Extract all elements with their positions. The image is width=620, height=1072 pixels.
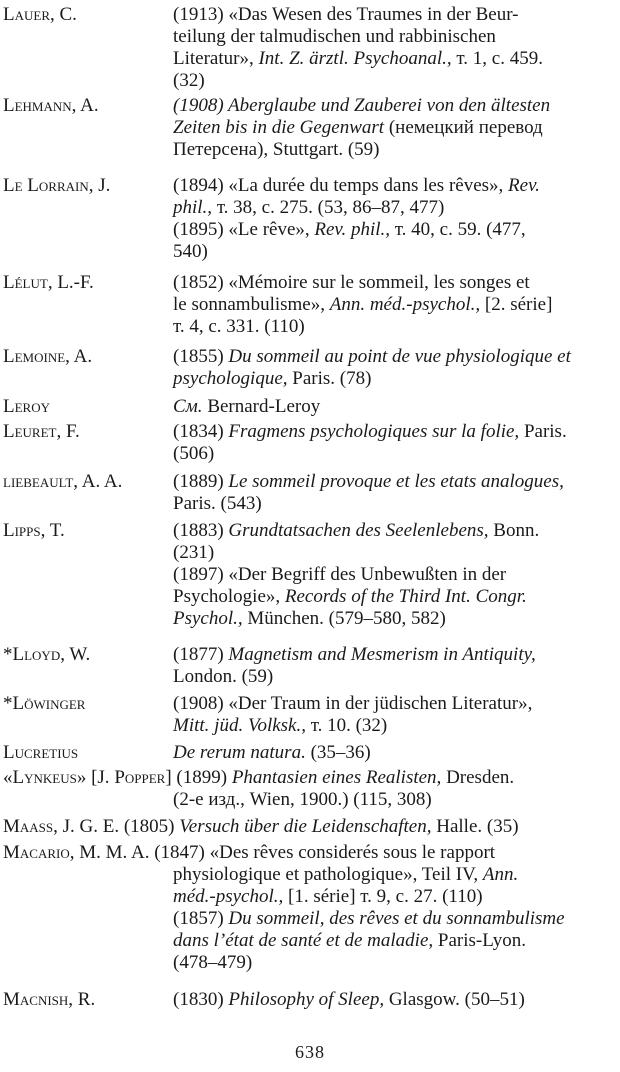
entry-line: De rerum natura. (35–36): [173, 742, 371, 763]
entry-line: phil., т. 38, с. 275. (53, 86–87, 477): [173, 197, 445, 218]
entry-macnish: [0, 989, 620, 1011]
entry-text: [173, 346, 620, 390]
entry-line: (1857) Du sommeil, des rêves et du sonnambulisme: [173, 908, 565, 929]
entry-line: psychologique, Paris. (78): [173, 368, 372, 389]
entry-leuret: [0, 421, 620, 465]
author-name: Lemoine, A.: [3, 346, 93, 367]
entry-line: (32): [173, 70, 205, 91]
author-name: Leroy: [3, 396, 50, 417]
entry-line: «Lynkeus» [J. Popper] (1899) Phantasien eines Realisten, Dresden.: [3, 767, 515, 788]
entry-line: (1830) Philosophy of Sleep, Glasgow. (50–51): [173, 989, 525, 1010]
entry-line: (1852) «Mémoire sur le sommeil, les songes et: [173, 272, 530, 293]
entry-line: (1908) Aberglaube und Zauberei von den ältesten: [173, 95, 551, 116]
entry-line: (2-е изд., Wien, 1900.) (115, 308): [173, 789, 432, 810]
entry-lauer: [0, 4, 620, 92]
entry-text: [173, 4, 620, 92]
author-name: Macnish, R.: [3, 989, 96, 1010]
entry-text: [173, 644, 620, 688]
entry-liebeault: [0, 471, 620, 515]
entry-lloyd: [0, 644, 620, 688]
entry-lehmann: [0, 95, 620, 161]
entry-line: (1913) «Das Wesen des Traumes in der Beur-: [173, 4, 519, 25]
author-name: Lauer, C.: [3, 4, 77, 25]
page-number: 638: [295, 1042, 325, 1062]
entry-line: 540): [173, 241, 208, 262]
entry-line: teilung der talmudischen und rabbinischen: [173, 26, 496, 47]
entry-line: См. Bernard-Leroy: [173, 396, 321, 417]
entry-maass: [0, 816, 620, 838]
entry-text: [173, 520, 620, 630]
author-name: *Lloyd, W.: [3, 644, 91, 665]
entry-text: [173, 742, 620, 764]
entry-text: [173, 175, 620, 263]
entry-text: [173, 693, 620, 737]
entry-macario: [0, 842, 620, 974]
entry-line: т. 4, с. 331. (110): [173, 316, 305, 337]
author-name: *Löwinger: [3, 693, 86, 714]
entry-line: (506): [173, 443, 215, 464]
entry-line: London. (59): [173, 666, 274, 687]
entry-line: méd.-psychol., [1. série] т. 9, с. 27. (110): [173, 886, 483, 907]
entry-line: (1908) «Der Traum in der jüdischen Literatur»,: [173, 693, 533, 714]
author-name: Le Lorrain, J.: [3, 175, 111, 196]
entry-lipps: [0, 520, 620, 630]
author-name: Lehmann, A.: [3, 95, 99, 116]
entry-line: Macario, M. M. A. (1847) «Des rêves considerés sous le rapport: [3, 842, 496, 863]
entry-line: (1883) Grundtatsachen des Seelenlebens, Bonn.: [173, 520, 540, 541]
entry-line: (1834) Fragmens psychologiques sur la folie, Paris.: [173, 421, 567, 442]
entry-line: Zeiten bis in die Gegenwart (немецкий перевод: [173, 117, 543, 138]
entry-line: Mitt. jüd. Volksk., т. 10. (32): [173, 715, 388, 736]
entry-line: (231): [173, 542, 215, 563]
entry-line: (1897) «Der Begriff des Unbewußten in der: [173, 564, 507, 585]
entry-lowinger: [0, 693, 620, 737]
entry-lynkeus: [0, 767, 620, 811]
entry-lelut: [0, 272, 620, 338]
entry-text: [173, 272, 620, 338]
entry-line: Psychol., München. (579–580, 582): [173, 608, 446, 629]
entry-le-lorrain: [0, 175, 620, 263]
entry-line: (1877) Magnetism and Mesmerism in Antiquity,: [173, 644, 536, 665]
author-name: Leuret, F.: [3, 421, 80, 442]
entry-line: (478–479): [173, 952, 253, 973]
entry-line: Paris. (543): [173, 493, 262, 514]
entry-line: (1855) Du sommeil au point de vue physiologique et: [173, 346, 571, 367]
entry-line: Psychologie», Records of the Third Int. Congr.: [173, 586, 527, 607]
entry-lucretius: [0, 742, 620, 764]
author-name: liebeault, A. A.: [3, 471, 123, 492]
entry-line: (1889) Le sommeil provoque et les etats analogues,: [173, 471, 564, 492]
entry-text: [173, 471, 620, 515]
entry-text: [173, 396, 620, 418]
author-name: Lucretius: [3, 742, 79, 763]
author-name: Lipps, T.: [3, 520, 65, 541]
entry-line: Literatur», Int. Z. ärztl. Psychoanal., т. 1, с. 459.: [173, 48, 543, 69]
entry-line: physiologique et pathologique», Teil IV, Ann.: [173, 864, 519, 885]
entry-leroy: [0, 396, 620, 418]
entry-line: le sonnambulisme», Ann. méd.-psychol., [2. série]: [173, 294, 553, 315]
entry-line: (1894) «La durée du temps dans les rêves», Rev.: [173, 175, 540, 196]
entry-line: dans l’état de santé et de maladie, Paris-Lyon.: [173, 930, 527, 951]
entry-text: [173, 989, 620, 1011]
entry-line: Maass, J. G. E. (1805) Versuch über die Leidenschaften, Halle. (35): [3, 816, 519, 837]
entry-line: (1895) «Le rêve», Rev. phil., т. 40, с. 59. (477,: [173, 219, 526, 240]
entry-line: Петерсена), Stuttgart. (59): [173, 139, 380, 160]
author-name: Lélut, L.-F.: [3, 272, 94, 293]
entry-lemoine: [0, 346, 620, 390]
entry-text: [173, 421, 620, 465]
entry-text: [173, 95, 620, 161]
